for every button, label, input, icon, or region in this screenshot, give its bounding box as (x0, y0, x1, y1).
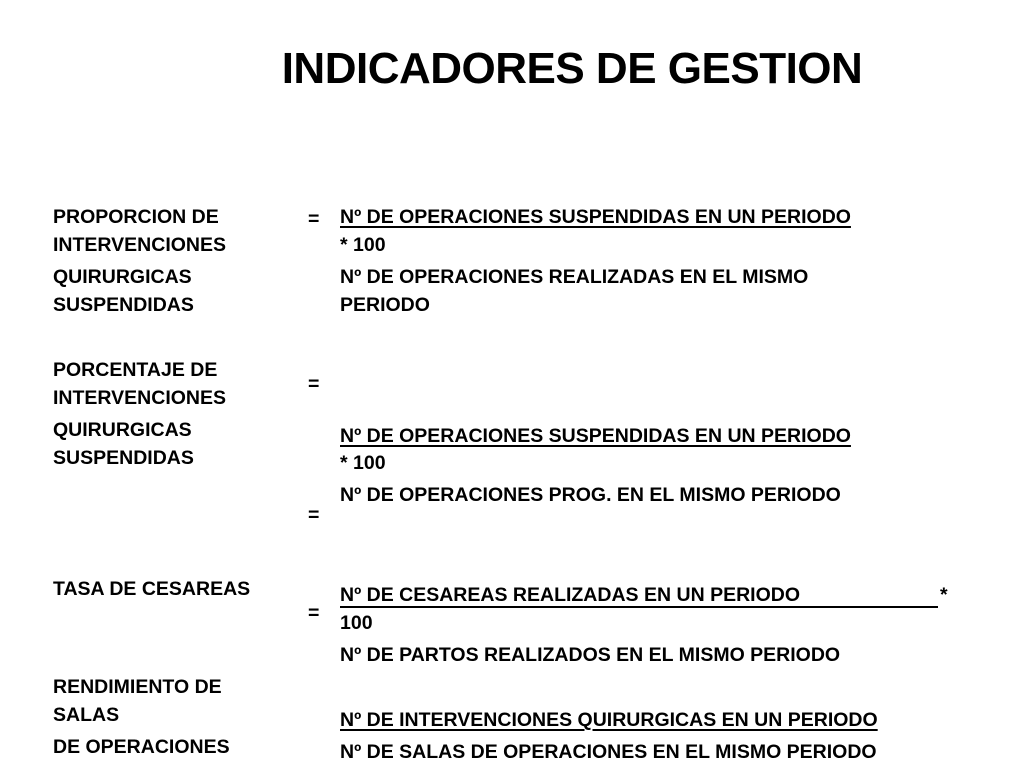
indicator-name-line: INTERVENCIONES (53, 234, 227, 256)
equals-sign: = (308, 373, 320, 395)
fraction-rule (340, 606, 938, 608)
formula-numerator: Nº DE CESAREAS REALIZADAS EN UN PERIODO (340, 584, 801, 606)
formula-denominator-line: PERIODO (340, 294, 430, 316)
equals-sign: = (308, 504, 320, 526)
indicator-name-line: SUSPENDIDAS (53, 447, 194, 469)
formula-multiplier: * 100 (340, 234, 386, 256)
equals-sign: = (308, 208, 320, 230)
indicator-name-line: PROPORCION DE (53, 206, 219, 228)
indicator-name-line: TASA DE CESAREAS (53, 578, 251, 600)
formula-multiplier: * 100 (340, 452, 386, 474)
indicator-name-line: INTERVENCIONES (53, 387, 227, 409)
indicator-name-line: PORCENTAJE DE (53, 359, 218, 381)
indicator-name-line: RENDIMIENTO DE (53, 676, 222, 698)
indicator-name-line: DE OPERACIONES (53, 736, 230, 758)
indicator-name-line: SALAS (53, 704, 120, 726)
formula-numerator: Nº DE OPERACIONES SUSPENDIDAS EN UN PERIODO (340, 206, 851, 228)
equals-sign: = (308, 602, 320, 624)
formula-denominator-line: Nº DE SALAS DE OPERACIONES EN EL MISMO PERIODO (340, 741, 877, 763)
formula-denominator-line: Nº DE OPERACIONES PROG. EN EL MISMO PERIODO (340, 484, 841, 506)
formula-numerator: Nº DE INTERVENCIONES QUIRURGICAS EN UN PERIODO (340, 709, 878, 731)
formula-multiplier: * (940, 584, 948, 606)
formula-numerator: Nº DE OPERACIONES SUSPENDIDAS EN UN PERIODO (340, 425, 851, 447)
indicator-name-line: QUIRURGICAS (53, 419, 192, 441)
indicator-name-line: QUIRURGICAS (53, 266, 192, 288)
formula-multiplier: 100 (340, 612, 373, 634)
formula-denominator-line: Nº DE PARTOS REALIZADOS EN EL MISMO PERIODO (340, 644, 841, 666)
slide-title: INDICADORES DE GESTION (281, 44, 863, 93)
indicator-name-line: SUSPENDIDAS (53, 294, 194, 316)
formula-denominator-line: Nº DE OPERACIONES REALIZADAS EN EL MISMO (340, 266, 809, 288)
